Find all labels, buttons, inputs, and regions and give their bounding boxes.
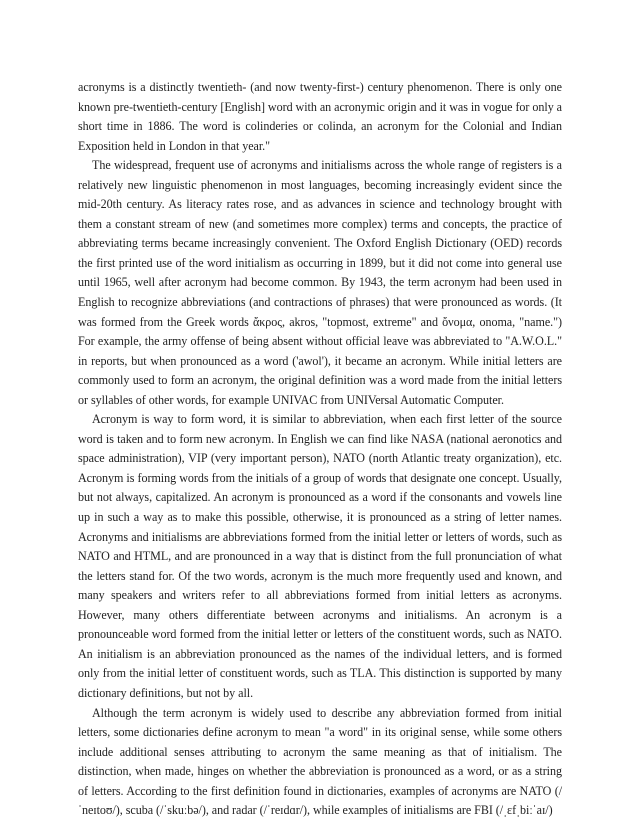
paragraph-definition: Acronym is way to form word, it is similar to abbreviation, when each first letter of the source word is taken and to form new acronym. In English we can find like NASA (national aeronotics and space administration), VIP (very important person), NATO (north Atlantic treaty organization), etc. Acronym is forming words from the initials of a group of words that designate one concept. Usually, but not always, capitalized. An acronym is pronounced as a word if the consonants and vowels line up in such a way as to make this possible, otherwise, it is pronounced as a string of letter names. Acronyms and initialisms are abbreviations formed from the initial letter or letters of words, such as NATO and HTML, and are pronounced in a way that is distinct from the full pronunciation of what the letters stand for. Of the two words, acronym is the much more frequently used and known, and many speakers and writers refer to all abbreviations formed from initial letters as acronyms. However, many others differentiate between acronyms and initialisms. An acronym is a pronounceable word formed from the initial letter or letters of the constituent words, such as NATO. An initialism is an abbreviation pronounced as the names of the individual letters, and is formed only from the initial letter of constituent words, such as TLA. This distinction is supported by many dictionary definitions, but not by all. xyxy=(78,412,562,700)
paragraph-continuation: acronyms is a distinctly twentieth- (and now twenty-first-) century phenomenon. There is only one known pre-twentieth-century [English] word with an acronymic origin and it was in vogue for only a short time in 1886. The word is colinderies or colinda, an acronym for the Colonial and Indian Exposition held in London in that year." xyxy=(78,80,562,153)
document-body xyxy=(78,78,562,821)
paragraph-history: The widespread, frequent use of acronyms and initialisms across the whole range of registers is a relatively new linguistic phenomenon in most languages, becoming increasingly evident since the mid-20th century. As literacy rates rose, and as advances in science and technology brought with them a constant stream of new (and sometimes more complex) terms and concepts, the practice of abbreviating terms became increasingly convenient. The Oxford English Dictionary (OED) records the first printed use of the word initialism as occurring in 1899, but it did not come into general use until 1965, well after acronym had become common. By 1943, the term acronym had been used in English to recognize abbreviations (and contractions of phrases) that were pronounced as words. (It was formed from the Greek words ἄκρος, akros, "topmost, extreme" and ὄνομα, onoma, "name.") For example, the army offense of being absent without official leave was abbreviated to "A.W.O.L." in reports, but when pronounced as a word ('awol'), it became an acronym. While initial letters are commonly used to form an acronym, the original definition was a word made from the initial letters or syllables of other words, for example UNIVAC from UNIVersal Automatic Computer. xyxy=(78,158,562,407)
paragraph-distinction: Although the term acronym is widely used to describe any abbreviation formed from initial letters, some dictionaries define acronym to mean "a word" in its original sense, while some others include additional senses attributing to acronym the same meaning as that of initialism. The distinction, when made, hinges on whether the abbreviation is pronounced as a word, or as a string of letters. According to the first definition found in dictionaries, examples of acronyms are NATO (/ˈneɪtoʊ/), scuba (/ˈskuːbə/), and radar (/ˈreɪdɑr/), while examples of initialisms are FBI (/ˌɛfˌbiːˈaɪ/) xyxy=(78,705,562,818)
